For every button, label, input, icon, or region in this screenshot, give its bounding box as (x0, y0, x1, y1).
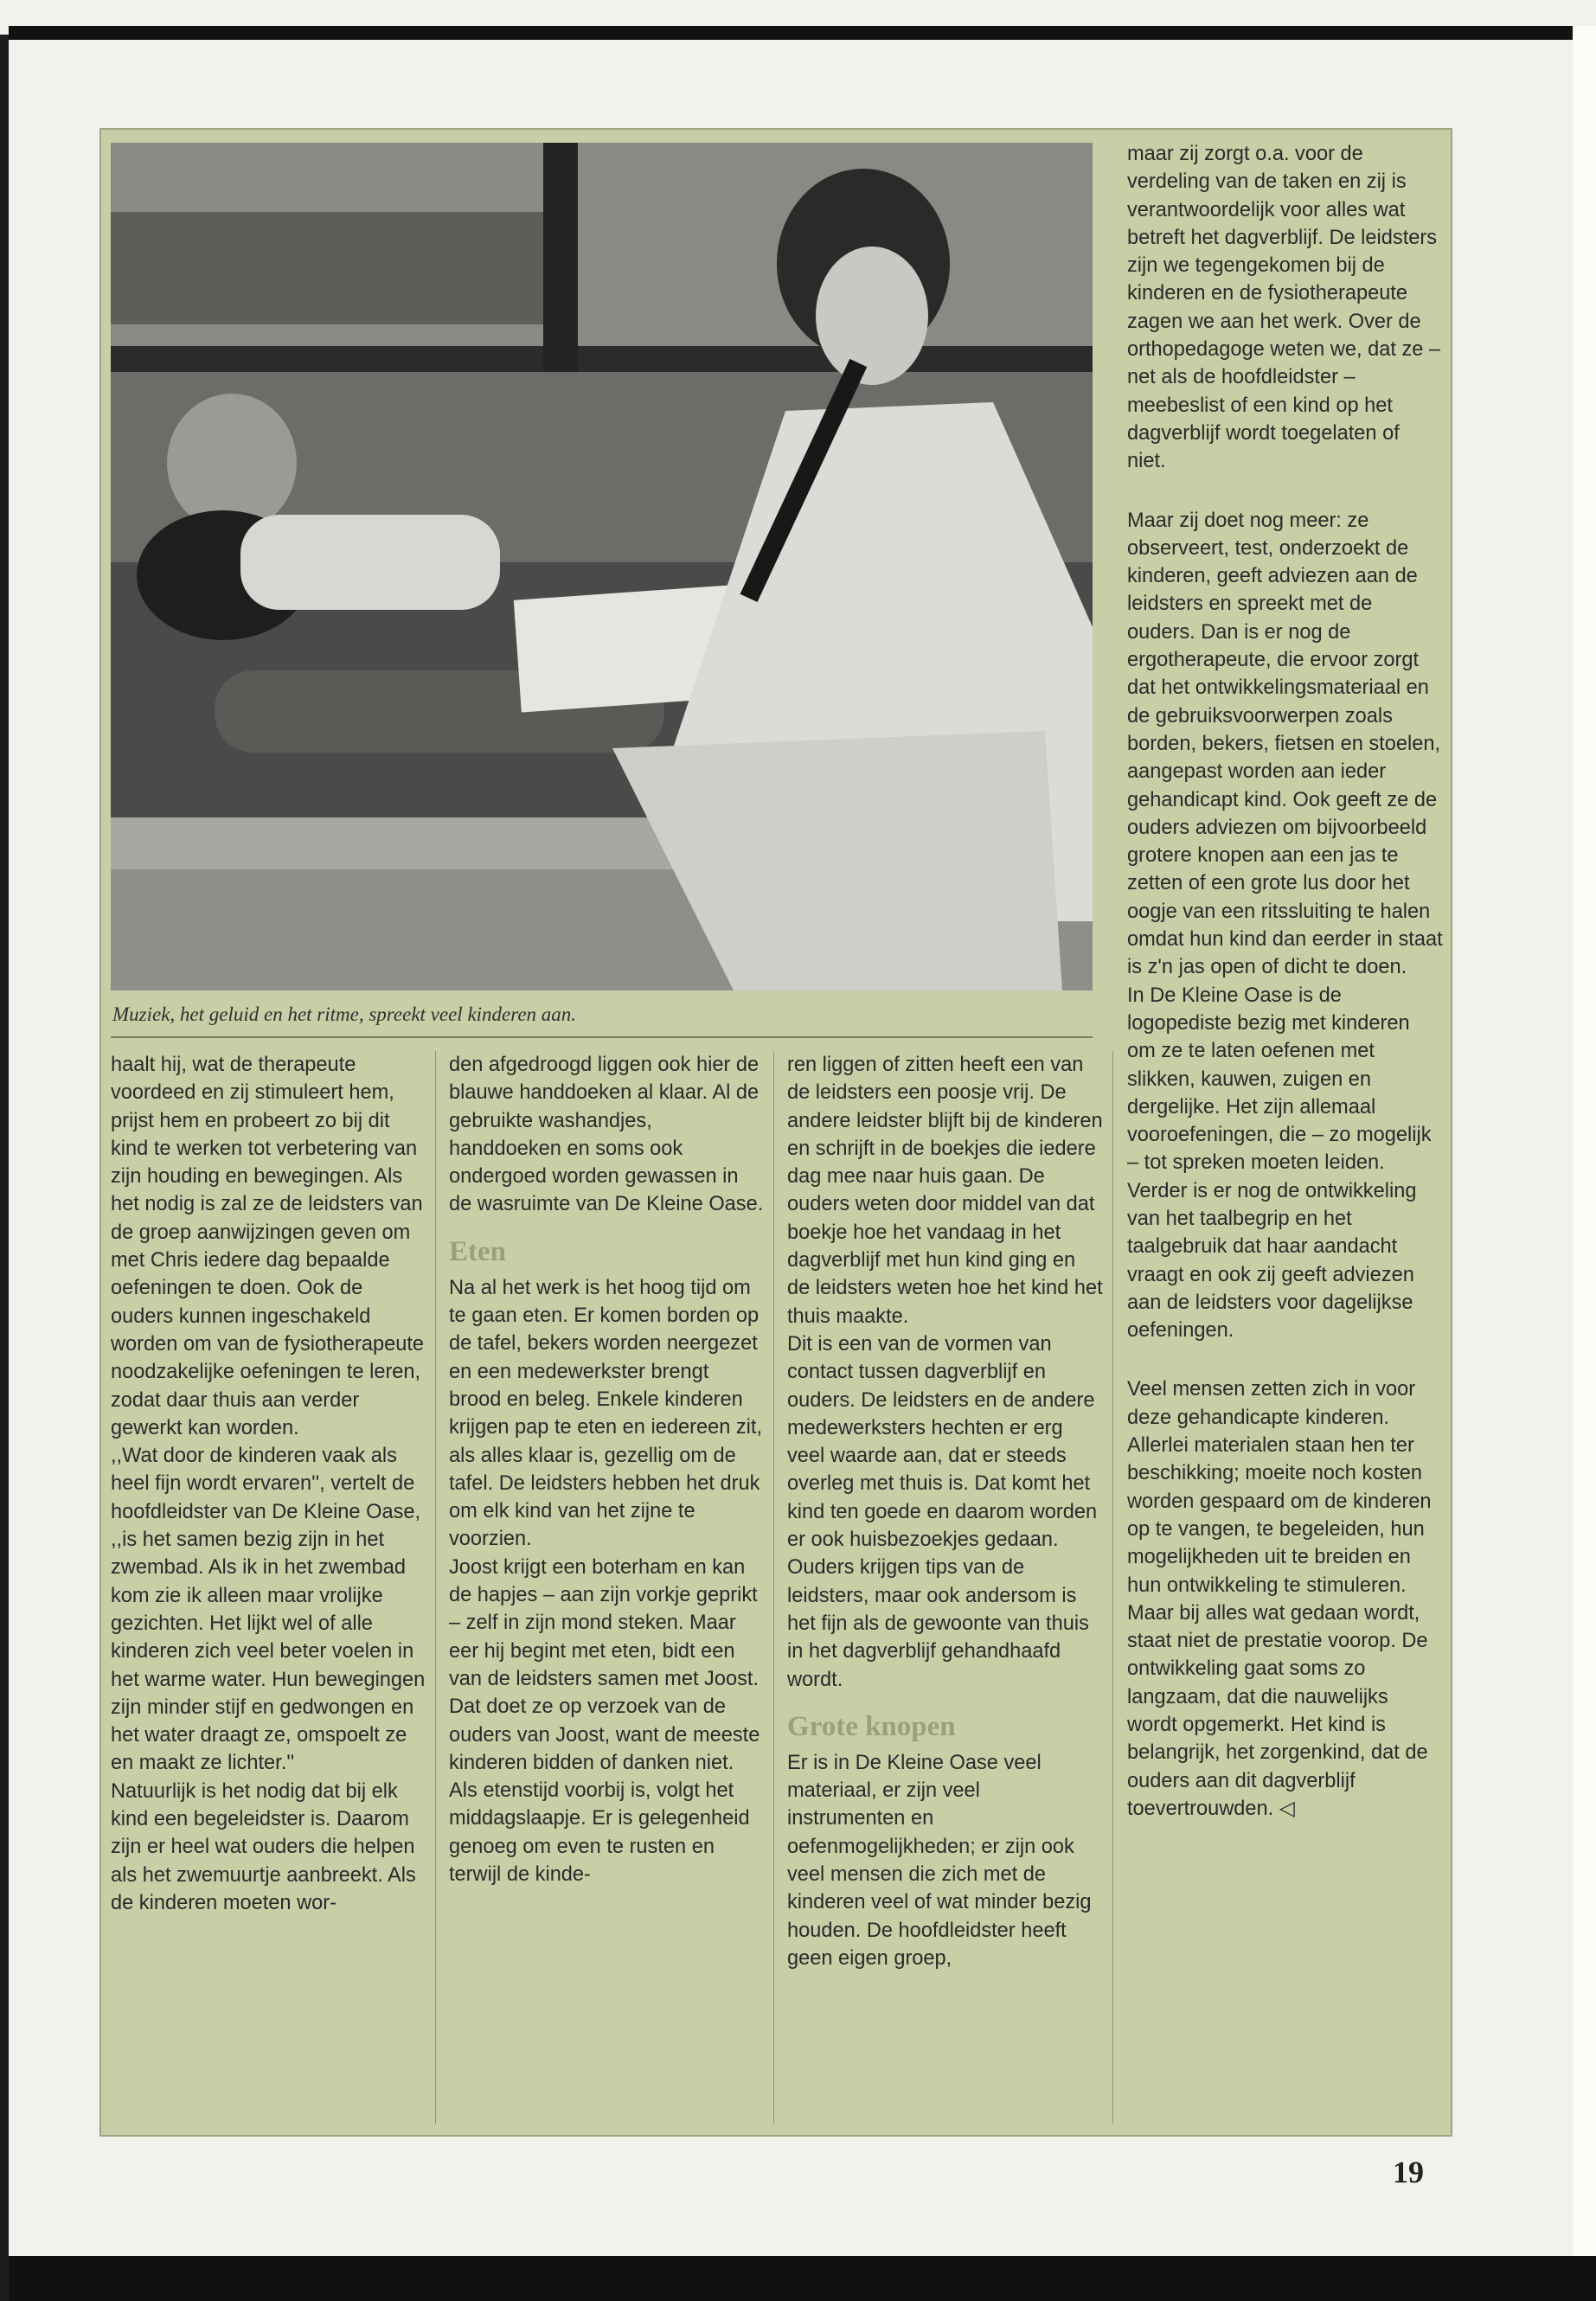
scan-border-bottom (9, 2256, 1596, 2301)
page-number: 19 (1393, 2155, 1424, 2189)
paragraph: In De Kleine Oase is de logopediste bezig met kinderen om ze te laten oefenen met slikken, kauwen, zuigen en dergelijke. Het zijn allemaal vooroefeningen, die – zo mogelijk – tot spreken moeten leiden. Verder is er nog de ontwikkeling van het taalbegrip en het taalgebruik dat haar aandacht vraagt en ook zij geeft adviezen aan de leidsters voor dagelijkse oefeningen. (1127, 984, 1432, 1343)
column-3 (787, 1051, 1103, 1972)
photo-caption: Muziek, het geluid en het ritme, spreekt veel kinderen aan. (112, 1003, 577, 1025)
paragraph: Na al het werk is het hoog tijd om te gaan eten. Er komen borden op de tafel, bekers worden neergezet en een medewerkster brengt brood en beleg. Enkele kinderen krijgen pap te eten en iedereen zit, als alles klaar is, gezellig om de tafel. De leidsters hebben het druk om elk kind van het zijne te voorzien. (449, 1276, 763, 1551)
column-2 (449, 1051, 765, 1888)
paragraph: Veel mensen zetten zich in voor deze gehandicapte kinderen. Allerlei materialen staan hen ter beschikking; moeite noch kosten worden gespaard om de kinderen op te vangen, te begeleiden, hun mogelijkheden uit te breiden en hun ontwikkeling te stimuleren. Maar bij alles wat gedaan wordt, staat niet de prestatie voorop. De ontwikkeling gaat soms zo langzaam, dat die nauwelijks wordt opgemerkt. Het kind is belangrijk, het zorgenkind, dat de ouders aan dit dagverblijf toevertrouwden. ◁ (1127, 1378, 1432, 1820)
photo-illustration (111, 143, 1093, 990)
paragraph: Als etenstijd voorbij is, volgt het middagslaapje. Er is gelegenheid genoeg om even te rusten en terwijl de kinde- (449, 1779, 750, 1887)
column-4 (1127, 140, 1443, 1823)
paragraph: ,,Wat door de kinderen vaak als heel fijn wordt ervaren'', vertelt de hoofdleidster van De Kleine Oase, ,,is het samen bezig zijn in het zwembad. Als ik in het zwembad kom zie ik alleen maar vrolijke gezichten. Het lijkt wel of alle kinderen zich veel beter voelen in het warme water. Hun bewegingen zijn minder stijf en gedwongen en het water draagt ze, omspoelt ze en maakt ze lichter.'' (111, 1445, 426, 1775)
scan-border-top (9, 26, 1574, 40)
column-1 (111, 1051, 426, 1917)
article-photo (111, 143, 1093, 990)
paragraph: haalt hij, wat de therapeute voordeed en zij stimuleert hem, prijst hem en probeert zo bij dit kind te werken tot verbetering van zijn houding en bewegingen. Als het nodig is zal ze de leidsters van de groep aanwijzingen geven om met Chris iedere dag bepaalde oefeningen te doen. Ook de ouders kunnen ingeschakeld worden om van de fysiotherapeute noodzakelijke oefeningen te leren, zodat daar thuis aan verder gewerkt kan worden. (111, 1054, 424, 1439)
section-heading-eten: Eten (449, 1235, 506, 1267)
scan-border-left (0, 35, 9, 2301)
paragraph: ren liggen of zitten heeft een van de leidsters een poosje vrij. De andere leidster blijft bij de kinderen en schrijft in de boekjes die iedere dag mee naar huis gaan. De ouders weten door middel van dat boekje hoe het vandaag in het dagverblijf met hun kind ging en de leidsters weten hoe het kind het thuis maakte. (787, 1054, 1103, 1328)
paragraph: maar zij zorgt o.a. voor de verdeling van de taken en zij is verantwoordelijk voor alles wat betreft het dagverblijf. De leidsters zijn we tegengekomen bij de kinderen en de fysiotherapeute zagen we aan het werk. Over de orthopedagoge weten we, dat ze – net als de hoofdleidster – meebeslist of een kind op het dagverblijf wordt toegelaten of niet. (1127, 143, 1441, 473)
column-divider (435, 1051, 436, 2124)
paragraph: Dit is een van de vormen van contact tussen dagverblijf en ouders. De leidsters en de andere medewerksters hechten er erg veel waarde aan, dat er steeds overleg met thuis is. Dat komt het kind ten goede en daarom worden er ook huisbezoekjes gedaan. Ouders krijgen tips van de leidsters, maar ook andersom is het fijn als de gewoonte van thuis in het dagverblijf gehandhaafd wordt. (787, 1332, 1098, 1691)
paragraph: den afgedroogd liggen ook hier de blauwe handdoeken al klaar. Al de gebruikte washandjes, handdoeken en soms ook ondergoed worden gewassen in de wasruimte van De Kleine Oase. (449, 1054, 764, 1216)
section-heading-grote-knopen: Grote knopen (787, 1710, 956, 1742)
column-divider (1112, 1051, 1113, 2124)
caption-rule (111, 1036, 1093, 1038)
scan-border-right (1573, 26, 1596, 2266)
paragraph: Natuurlijk is het nodig dat bij elk kind een begeleidster is. Daarom zijn er heel wat ouders die helpen als het zwemuurtje aanbreekt. Als de kinderen moeten wor- (111, 1779, 416, 1914)
paragraph: Maar zij doet nog meer: ze observeert, test, onderzoekt de kinderen, geeft adviezen aan de leidsters en spreekt met de ouders. Dan is er nog de ergotherapeute, die ervoor zorgt dat het ontwikkelingsmateriaal en de gebruiksvoorwerpen zoals borden, bekers, fietsen en stoelen, aangepast worden aan ieder gehandicapt kind. Ook geeft ze de ouders adviezen om bijvoorbeeld grotere knopen aan een jas te zetten of een grote lus door het oogje van een ritssluiting te halen omdat hun kind dan eerder in staat is z'n jas open of dicht te doen. (1127, 509, 1443, 979)
paragraph: Er is in De Kleine Oase veel materiaal, er zijn veel instrumenten en oefenmogelijkheden; er zijn ook veel mensen die zich met de kinderen veel of wat minder bezig houden. De hoofdleidster heeft geen eigen groep, (787, 1751, 1092, 1970)
paragraph: Joost krijgt een boterham en kan de hapjes – aan zijn vorkje geprikt – zelf in zijn mond steken. Maar eer hij begint met eten, bidt een van de leidsters samen met Joost. Dat doet ze op verzoek van de ouders van Joost, want de meeste kinderen bidden of danken niet. (449, 1555, 760, 1774)
column-divider (773, 1051, 774, 2124)
